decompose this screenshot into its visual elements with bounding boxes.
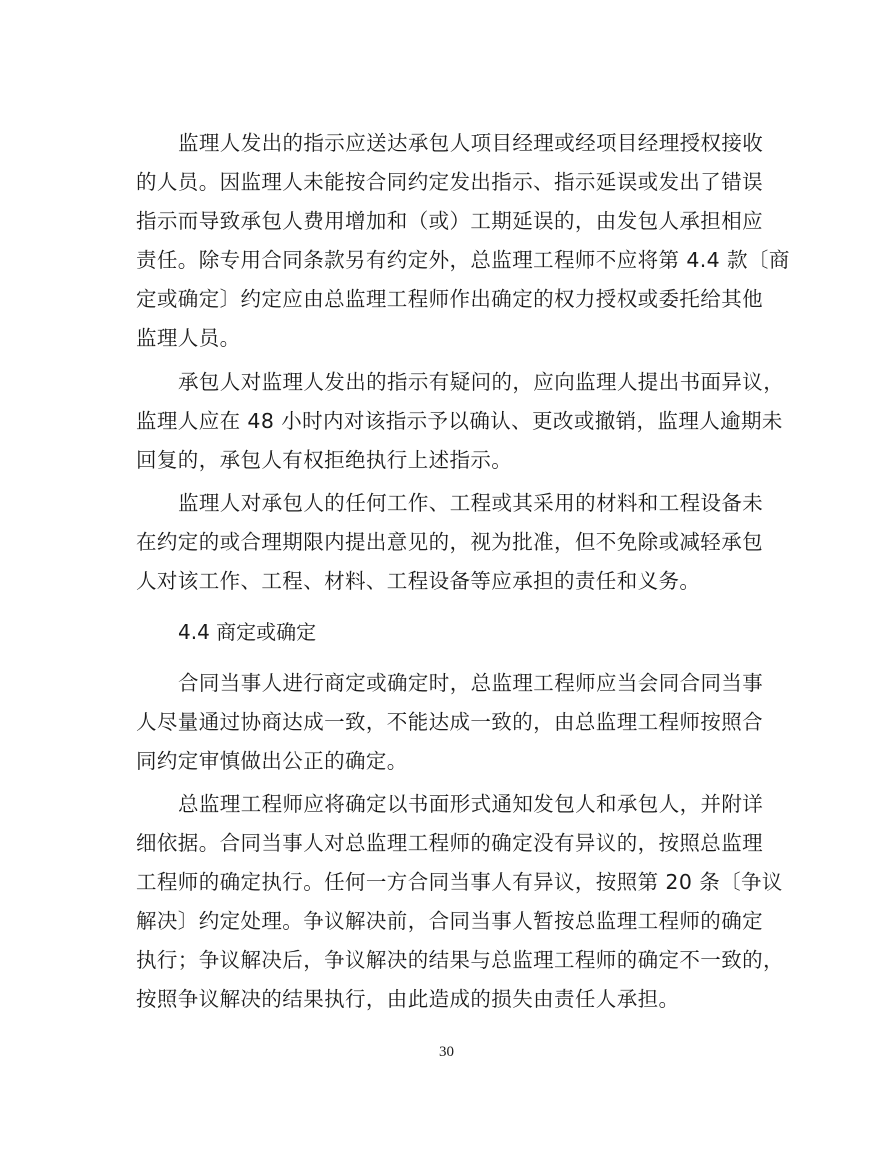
paragraph-3-line-1: 监理人对承包人的任何工作、工程或其采用的材料和工程设备未	[178, 491, 764, 515]
paragraph-5-line-2: 细依据。合同当事人对总监理工程师的确定没有异议的，按照总监理	[136, 831, 763, 855]
paragraph-1-line-1: 监理人发出的指示应送达承包人项目经理或经项目经理授权接收	[178, 131, 764, 155]
paragraph-1-line-6: 监理人员。	[136, 326, 241, 350]
paragraph-4-line-3: 同约定审慎做出公正的确定。	[136, 749, 408, 773]
paragraph-2-line-3: 回复的，承包人有权拒绝执行上述指示。	[136, 448, 513, 472]
paragraph-3-line-2: 在约定的或合理期限内提出意见的，视为批准，但不免除或减轻承包	[136, 530, 763, 554]
paragraph-3-line-3: 人对该工作、工程、材料、工程设备等应承担的责任和义务。	[136, 569, 701, 593]
paragraph-5-line-6: 按照争议解决的结果执行，由此造成的损失由责任人承担。	[136, 987, 680, 1011]
paragraph-2-line-2: 监理人应在 48 小时内对该指示予以确认、更改或撤销，监理人逾期未	[136, 409, 783, 433]
paragraph-5-line-3: 工程师的确定执行。任何一方合同当事人有异议，按照第 20 条〔争议	[136, 870, 783, 894]
paragraph-1-line-4: 责任。除专用合同条款另有约定外，总监理工程师不应将第 4.4 款〔商	[136, 248, 790, 272]
paragraph-2-line-1: 承包人对监理人发出的指示有疑问的，应向监理人提出书面异议，	[178, 370, 785, 394]
paragraph-1-line-5: 定或确定〕约定应由总监理工程师作出确定的权力授权或委托给其他	[136, 287, 763, 311]
paragraph-4-line-1: 合同当事人进行商定或确定时，总监理工程师应当会同合同当事	[178, 671, 764, 695]
section-heading: 4.4 商定或确定	[178, 620, 317, 644]
paragraph-1-line-2: 的人员。因监理人未能按合同约定发出指示、指示延误或发出了错误	[136, 170, 763, 194]
paragraph-5-line-1: 总监理工程师应将确定以书面形式通知发包人和承包人，并附详	[178, 792, 764, 816]
paragraph-5-line-5: 执行；争议解决后，争议解决的结果与总监理工程师的确定不一致的，	[136, 948, 784, 972]
paragraph-5-line-4: 解决〕约定处理。争议解决前，合同当事人暂按总监理工程师的确定	[136, 909, 763, 933]
paragraph-4-line-2: 人尽量通过协商达成一致，不能达成一致的，由总监理工程师按照合	[136, 710, 763, 734]
page-number: 30	[439, 1044, 454, 1060]
paragraph-1-line-3: 指示而导致承包人费用增加和（或）工期延误的，由发包人承担相应	[136, 209, 763, 233]
